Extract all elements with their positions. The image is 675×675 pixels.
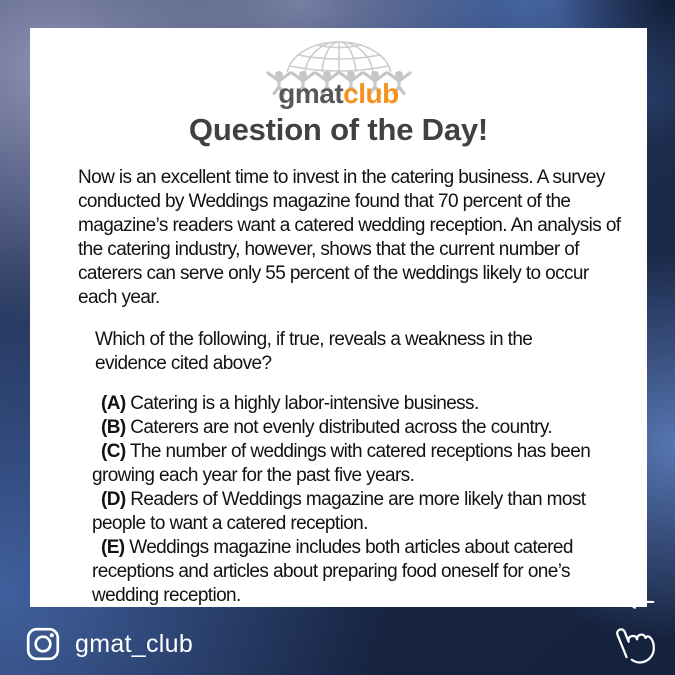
option-letter: (C): [101, 440, 126, 462]
option-letter: (B): [101, 416, 126, 438]
logo-text-gmat: gmat: [278, 78, 344, 109]
instagram-icon[interactable]: [26, 627, 60, 661]
option-text: Catering is a highly labor-intensive business.: [130, 392, 479, 414]
answer-option: [92, 488, 637, 536]
option-text: The number of weddings with catered receptions has been growing each year for the past five years.: [92, 440, 591, 486]
answer-option: [92, 536, 637, 607]
option-text: Readers of Weddings magazine are more likely than most people to want a catered reception.: [92, 488, 586, 534]
option-text: Weddings magazine includes both articles about catered receptions and articles about preparing food oneself for one’s wedding reception.: [92, 536, 573, 606]
page-title: Question of the Day!: [188, 112, 489, 147]
question-passage: Now is an excellent time to invest in the catering business. A survey conducted by Weddings magazine found that 70 percent of the magazine’s readers want a catered wedding reception. An analysis of the catering industry, however, shows that the current number of caterers can serve only 55 percent of the weddings likely to occur each year.: [78, 166, 621, 308]
swipe-left-icon[interactable]: [599, 593, 661, 669]
gmatclub-wordmark: [30, 80, 647, 108]
option-letter: (D): [101, 488, 126, 510]
gmatclub-logo: [30, 28, 647, 108]
question-prompt: Which of the following, if true, reveals a weakness in the evidence cited above?: [95, 328, 533, 374]
option-text: Caterers are not evenly distributed across the country.: [130, 416, 553, 438]
logo-text-club: club: [343, 78, 399, 109]
instagram-handle[interactable]: gmat_club: [75, 629, 194, 658]
answer-option: [92, 440, 637, 488]
question-card: [30, 28, 647, 607]
answer-option: [92, 416, 637, 440]
answer-options: [92, 392, 637, 607]
option-letter: (E): [101, 536, 125, 558]
answer-option: [92, 392, 637, 416]
option-letter: (A): [101, 392, 126, 414]
pointing-hand-icon: [616, 620, 659, 667]
left-arrow-icon: [627, 596, 653, 608]
instagram-footer: [26, 627, 193, 661]
